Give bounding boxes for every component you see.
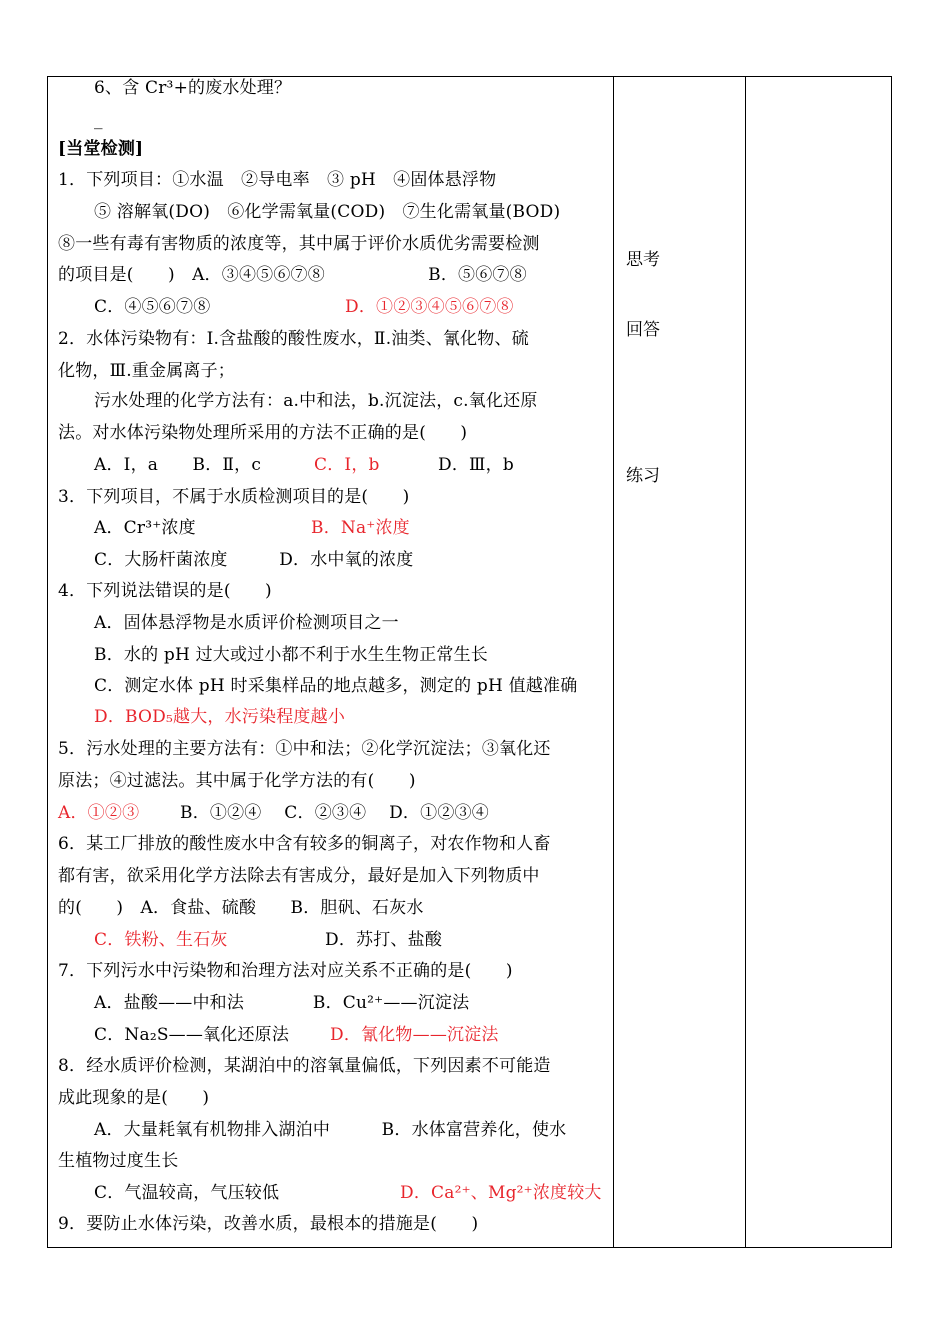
answer-option: D．Ca²⁺、Mg²⁺浓度较大: [400, 1183, 602, 1203]
text-line: C．④⑤⑥⑦⑧: [94, 297, 211, 317]
text-line: A．大量耗氧有机物排入湖泊中 B．水体富营养化，使水: [94, 1120, 567, 1140]
text-line: 3．下列项目，不属于水质检测项目的是( ): [58, 487, 410, 507]
text-line: C．气温较高，气压较低: [94, 1183, 280, 1203]
answer-option: B．Na⁺浓度: [311, 518, 410, 538]
answer-option: D．BOD₅越大，水污染程度越小: [94, 707, 346, 727]
text-line: 8．经水质评价检测，某湖泊中的溶氧量偏低，下列因素不可能造: [58, 1056, 551, 1076]
text-line: C．大肠杆菌浓度 D．水中氧的浓度: [94, 550, 414, 570]
column-divider-1: [613, 76, 614, 1248]
answer-option: C．铁粉、生石灰: [94, 930, 228, 950]
text-line: 污水处理的化学方法有：a.中和法，b.沉淀法，c.氧化还原: [94, 391, 538, 411]
text-line: 6、含 Cr³+的废水处理？: [94, 78, 292, 98]
text-line: 6．某工厂排放的酸性废水中含有较多的铜离子，对农作物和人畜: [58, 834, 551, 854]
text-line: ⑤ 溶解氧(DO) ⑥化学需氧量(COD) ⑦生化需氧量(BOD): [94, 202, 561, 222]
text-line: 法。对水体污染物处理所采用的方法不正确的是( ): [58, 423, 468, 443]
column-divider-2: [745, 76, 746, 1248]
text-line: B．水的 pH 过大或过小都不利于水生生物正常生长: [94, 645, 489, 665]
text-line: A．盐酸——中和法 B．Cu²⁺——沉淀法: [94, 993, 470, 1013]
text-line: A．Cr³⁺浓度: [94, 518, 196, 538]
answer-option: A．①②③: [58, 803, 140, 823]
text-line: 9．要防止水体污染，改善水质，最根本的措施是( ): [58, 1214, 479, 1234]
text-line: 4．下列说法错误的是( ): [58, 581, 272, 601]
answer-option: C．Ⅰ，b: [314, 455, 380, 475]
answer-option: D．氰化物——沉淀法: [330, 1025, 499, 1045]
text-line: _: [94, 110, 103, 130]
text-line: 7．下列污水中污染物和治理方法对应关系不正确的是( ): [58, 961, 513, 981]
side-label-practice: 练习: [626, 466, 660, 486]
text-line: 的( ) A．食盐、硫酸 B．胆矾、石灰水: [58, 898, 424, 918]
text-line: A．固体悬浮物是水质评价检测项目之一: [94, 613, 399, 633]
text-line: 原法；④过滤法。其中属于化学方法的有( ): [58, 771, 416, 791]
option-text: B．①②④ C．②③④ D．①②③④: [180, 803, 489, 823]
text-line: C．测定水体 pH 时采集样品的地点越多，测定的 pH 值越准确: [94, 676, 578, 696]
text-line: 生植物过度生长: [58, 1151, 179, 1171]
answer-option: D．①②③④⑤⑥⑦⑧: [345, 297, 514, 317]
text-line: 1．下列项目：①水温 ②导电率 ③ pH ④固体悬浮物: [58, 170, 497, 190]
text-line: [当堂检测]: [58, 139, 144, 159]
text-line: 成此现象的是( ): [58, 1088, 210, 1108]
text-line: 的项目是( ) A．③④⑤⑥⑦⑧ B．⑤⑥⑦⑧: [58, 265, 527, 285]
text-line: ⑧一些有毒有害物质的浓度等，其中属于评价水质优劣需要检测: [58, 234, 540, 254]
text-line: 化物，Ⅲ.重金属离子；: [58, 361, 235, 381]
option-text: D．Ⅲ，b: [438, 455, 514, 475]
text-line: A．Ⅰ，a B．Ⅱ，c: [94, 455, 262, 475]
text-line: 2．水体污染物有：Ⅰ.含盐酸的酸性废水，Ⅱ.油类、氰化物、硫: [58, 329, 529, 349]
option-text: D．苏打、盐酸: [325, 930, 443, 950]
text-line: 5．污水处理的主要方法有：①中和法；②化学沉淀法；③氧化还: [58, 739, 551, 759]
side-label-answer: 回答: [626, 320, 660, 340]
side-label-think: 思考: [626, 250, 660, 270]
text-line: 都有害，欲采用化学方法除去有害成分，最好是加入下列物质中: [58, 866, 540, 886]
text-line: C．Na₂S——氧化还原法: [94, 1025, 290, 1045]
